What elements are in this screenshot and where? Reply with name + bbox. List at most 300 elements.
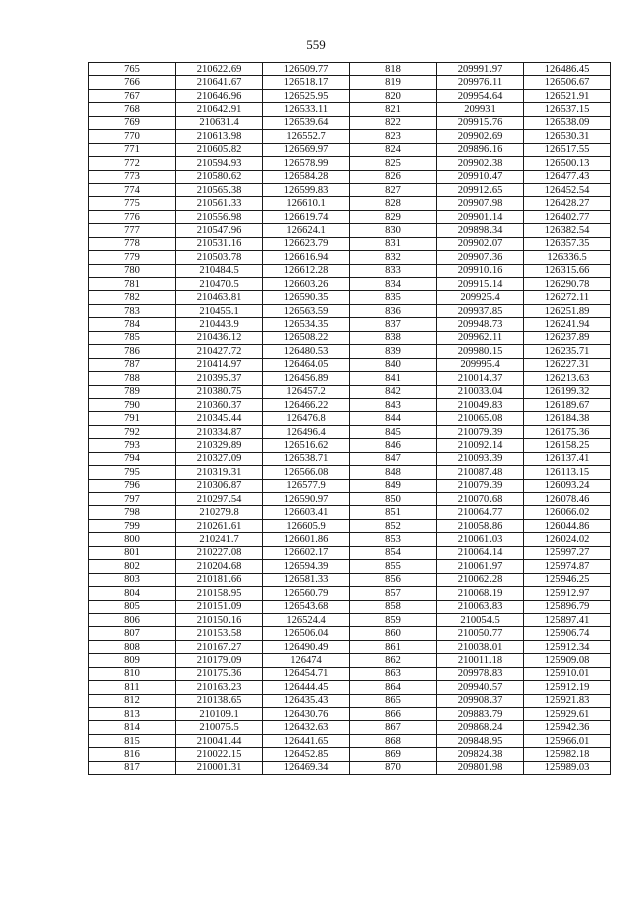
y-coordinate-right-cell: 126530.31: [524, 130, 611, 143]
x-coordinate-right-cell: 209801.98: [437, 761, 524, 774]
table-row: [89, 721, 611, 734]
y-coordinate-left-cell: 126441.65: [263, 734, 350, 747]
y-coordinate-right-cell: 126290.78: [524, 278, 611, 291]
x-coordinate-left-cell: 210297.54: [176, 493, 263, 506]
y-coordinate-right-cell: 126537.15: [524, 103, 611, 116]
point-number-right-cell: 859: [350, 613, 437, 626]
x-coordinate-right-cell: 210063.83: [437, 600, 524, 613]
y-coordinate-left-cell: 126525.95: [263, 89, 350, 102]
y-coordinate-left-cell: 126590.97: [263, 493, 350, 506]
x-coordinate-left-cell: 210547.96: [176, 224, 263, 237]
y-coordinate-left-cell: 126566.08: [263, 466, 350, 479]
point-number-left-cell: 788: [89, 372, 176, 385]
y-coordinate-right-cell: 126315.66: [524, 264, 611, 277]
point-number-left-cell: 783: [89, 304, 176, 317]
x-coordinate-left-cell: 210151.09: [176, 600, 263, 613]
x-coordinate-right-cell: 209995.4: [437, 358, 524, 371]
y-coordinate-left-cell: 126605.9: [263, 519, 350, 532]
point-number-right-cell: 825: [350, 157, 437, 170]
x-coordinate-left-cell: 210631.4: [176, 116, 263, 129]
point-number-left-cell: 791: [89, 412, 176, 425]
y-coordinate-left-cell: 126456.89: [263, 372, 350, 385]
y-coordinate-right-cell: 126227.31: [524, 358, 611, 371]
x-coordinate-left-cell: 210138.65: [176, 694, 263, 707]
y-coordinate-left-cell: 126474: [263, 654, 350, 667]
table-row: [89, 63, 611, 76]
point-number-right-cell: 832: [350, 251, 437, 264]
x-coordinate-left-cell: 210642.91: [176, 103, 263, 116]
x-coordinate-left-cell: 210261.61: [176, 519, 263, 532]
table-row: [89, 278, 611, 291]
y-coordinate-left-cell: 126506.04: [263, 627, 350, 640]
point-number-left-cell: 790: [89, 398, 176, 411]
x-coordinate-left-cell: 210605.82: [176, 143, 263, 156]
y-coordinate-left-cell: 126543.68: [263, 600, 350, 613]
point-number-right-cell: 869: [350, 748, 437, 761]
y-coordinate-left-cell: 126560.79: [263, 587, 350, 600]
point-number-right-cell: 858: [350, 600, 437, 613]
point-number-left-cell: 769: [89, 116, 176, 129]
x-coordinate-left-cell: 210329.89: [176, 439, 263, 452]
point-number-left-cell: 787: [89, 358, 176, 371]
y-coordinate-left-cell: 126624.1: [263, 224, 350, 237]
table-row: [89, 613, 611, 626]
x-coordinate-right-cell: 209883.79: [437, 708, 524, 721]
point-number-left-cell: 779: [89, 251, 176, 264]
x-coordinate-right-cell: 209915.14: [437, 278, 524, 291]
table-row: [89, 210, 611, 223]
point-number-right-cell: 848: [350, 466, 437, 479]
y-coordinate-left-cell: 126457.2: [263, 385, 350, 398]
point-number-left-cell: 809: [89, 654, 176, 667]
table-row: [89, 197, 611, 210]
y-coordinate-left-cell: 126516.62: [263, 439, 350, 452]
table-row: [89, 439, 611, 452]
y-coordinate-right-cell: 126241.94: [524, 318, 611, 331]
x-coordinate-left-cell: 210565.38: [176, 183, 263, 196]
point-number-left-cell: 772: [89, 157, 176, 170]
table-row: [89, 304, 611, 317]
x-coordinate-left-cell: 210150.16: [176, 613, 263, 626]
point-number-left-cell: 780: [89, 264, 176, 277]
point-number-left-cell: 796: [89, 479, 176, 492]
table-row: [89, 493, 611, 506]
point-number-right-cell: 820: [350, 89, 437, 102]
point-number-right-cell: 822: [350, 116, 437, 129]
x-coordinate-right-cell: 210070.68: [437, 493, 524, 506]
point-number-right-cell: 837: [350, 318, 437, 331]
x-coordinate-left-cell: 210241.7: [176, 533, 263, 546]
x-coordinate-left-cell: 210306.87: [176, 479, 263, 492]
x-coordinate-left-cell: 210531.16: [176, 237, 263, 250]
x-coordinate-left-cell: 210319.31: [176, 466, 263, 479]
point-number-right-cell: 839: [350, 345, 437, 358]
y-coordinate-right-cell: 126189.67: [524, 398, 611, 411]
y-coordinate-right-cell: 125929.61: [524, 708, 611, 721]
y-coordinate-right-cell: 125974.87: [524, 560, 611, 573]
y-coordinate-right-cell: 126093.24: [524, 479, 611, 492]
y-coordinate-right-cell: 126477.43: [524, 170, 611, 183]
x-coordinate-left-cell: 210561.33: [176, 197, 263, 210]
point-number-left-cell: 765: [89, 63, 176, 76]
coordinates-table: [88, 62, 611, 775]
x-coordinate-left-cell: 210163.23: [176, 681, 263, 694]
y-coordinate-left-cell: 126444.45: [263, 681, 350, 694]
x-coordinate-right-cell: 210064.77: [437, 506, 524, 519]
point-number-right-cell: 836: [350, 304, 437, 317]
point-number-right-cell: 824: [350, 143, 437, 156]
x-coordinate-right-cell: 210049.83: [437, 398, 524, 411]
y-coordinate-left-cell: 126578.99: [263, 157, 350, 170]
x-coordinate-left-cell: 210109.1: [176, 708, 263, 721]
x-coordinate-left-cell: 210041.44: [176, 734, 263, 747]
point-number-left-cell: 792: [89, 425, 176, 438]
y-coordinate-left-cell: 126469.34: [263, 761, 350, 774]
coordinates-table-body: [89, 63, 611, 775]
point-number-right-cell: 860: [350, 627, 437, 640]
table-row: [89, 506, 611, 519]
x-coordinate-right-cell: 210079.39: [437, 479, 524, 492]
y-coordinate-right-cell: 126506.67: [524, 76, 611, 89]
y-coordinate-right-cell: 126452.54: [524, 183, 611, 196]
x-coordinate-right-cell: 210068.19: [437, 587, 524, 600]
x-coordinate-right-cell: 209991.97: [437, 63, 524, 76]
y-coordinate-right-cell: 126213.63: [524, 372, 611, 385]
x-coordinate-left-cell: 210641.67: [176, 76, 263, 89]
table-row: [89, 224, 611, 237]
x-coordinate-left-cell: 210360.37: [176, 398, 263, 411]
point-number-right-cell: 833: [350, 264, 437, 277]
y-coordinate-right-cell: 126521.91: [524, 89, 611, 102]
table-row: [89, 372, 611, 385]
point-number-right-cell: 828: [350, 197, 437, 210]
x-coordinate-left-cell: 210427.72: [176, 345, 263, 358]
y-coordinate-left-cell: 126601.86: [263, 533, 350, 546]
y-coordinate-right-cell: 126113.15: [524, 466, 611, 479]
table-row: [89, 318, 611, 331]
point-number-left-cell: 766: [89, 76, 176, 89]
x-coordinate-left-cell: 210175.36: [176, 667, 263, 680]
x-coordinate-left-cell: 210503.78: [176, 251, 263, 264]
x-coordinate-right-cell: 210054.5: [437, 613, 524, 626]
point-number-right-cell: 849: [350, 479, 437, 492]
y-coordinate-left-cell: 126538.71: [263, 452, 350, 465]
point-number-right-cell: 844: [350, 412, 437, 425]
x-coordinate-left-cell: 210158.95: [176, 587, 263, 600]
table-row: [89, 681, 611, 694]
x-coordinate-left-cell: 210622.69: [176, 63, 263, 76]
y-coordinate-left-cell: 126602.17: [263, 546, 350, 559]
point-number-left-cell: 774: [89, 183, 176, 196]
point-number-left-cell: 804: [89, 587, 176, 600]
x-coordinate-left-cell: 210470.5: [176, 278, 263, 291]
y-coordinate-left-cell: 126480.53: [263, 345, 350, 358]
y-coordinate-right-cell: 125946.25: [524, 573, 611, 586]
y-coordinate-left-cell: 126508.22: [263, 331, 350, 344]
point-number-right-cell: 866: [350, 708, 437, 721]
x-coordinate-right-cell: 209868.24: [437, 721, 524, 734]
y-coordinate-left-cell: 126563.59: [263, 304, 350, 317]
x-coordinate-left-cell: 210580.62: [176, 170, 263, 183]
y-coordinate-right-cell: 126024.02: [524, 533, 611, 546]
x-coordinate-right-cell: 209976.11: [437, 76, 524, 89]
x-coordinate-right-cell: 209915.76: [437, 116, 524, 129]
y-coordinate-right-cell: 125997.27: [524, 546, 611, 559]
y-coordinate-left-cell: 126454.71: [263, 667, 350, 680]
point-number-left-cell: 794: [89, 452, 176, 465]
x-coordinate-right-cell: 210061.97: [437, 560, 524, 573]
point-number-left-cell: 786: [89, 345, 176, 358]
point-number-right-cell: 845: [350, 425, 437, 438]
x-coordinate-right-cell: 210093.39: [437, 452, 524, 465]
table-row: [89, 654, 611, 667]
point-number-right-cell: 865: [350, 694, 437, 707]
point-number-left-cell: 800: [89, 533, 176, 546]
point-number-left-cell: 805: [89, 600, 176, 613]
y-coordinate-left-cell: 126577.9: [263, 479, 350, 492]
table-row: [89, 358, 611, 371]
point-number-left-cell: 802: [89, 560, 176, 573]
table-row: [89, 600, 611, 613]
x-coordinate-left-cell: 210414.97: [176, 358, 263, 371]
y-coordinate-right-cell: 126078.46: [524, 493, 611, 506]
point-number-left-cell: 817: [89, 761, 176, 774]
point-number-right-cell: 864: [350, 681, 437, 694]
table-row: [89, 533, 611, 546]
point-number-right-cell: 834: [350, 278, 437, 291]
table-row: [89, 76, 611, 89]
x-coordinate-left-cell: 210613.98: [176, 130, 263, 143]
y-coordinate-right-cell: 125989.03: [524, 761, 611, 774]
y-coordinate-left-cell: 126594.39: [263, 560, 350, 573]
y-coordinate-right-cell: 126428.27: [524, 197, 611, 210]
table-row: [89, 573, 611, 586]
table-row: [89, 103, 611, 116]
y-coordinate-left-cell: 126590.35: [263, 291, 350, 304]
x-coordinate-right-cell: 210061.03: [437, 533, 524, 546]
point-number-left-cell: 793: [89, 439, 176, 452]
y-coordinate-right-cell: 126137.41: [524, 452, 611, 465]
x-coordinate-right-cell: 209902.07: [437, 237, 524, 250]
y-coordinate-right-cell: 125912.34: [524, 640, 611, 653]
point-number-left-cell: 784: [89, 318, 176, 331]
y-coordinate-left-cell: 126612.28: [263, 264, 350, 277]
x-coordinate-left-cell: 210001.31: [176, 761, 263, 774]
x-coordinate-right-cell: 210087.48: [437, 466, 524, 479]
x-coordinate-left-cell: 210167.27: [176, 640, 263, 653]
point-number-left-cell: 813: [89, 708, 176, 721]
y-coordinate-right-cell: 126175.36: [524, 425, 611, 438]
y-coordinate-left-cell: 126452.85: [263, 748, 350, 761]
point-number-right-cell: 831: [350, 237, 437, 250]
y-coordinate-left-cell: 126496.4: [263, 425, 350, 438]
table-row: [89, 264, 611, 277]
x-coordinate-right-cell: 209937.85: [437, 304, 524, 317]
y-coordinate-left-cell: 126476.8: [263, 412, 350, 425]
point-number-left-cell: 771: [89, 143, 176, 156]
point-number-left-cell: 773: [89, 170, 176, 183]
point-number-left-cell: 811: [89, 681, 176, 694]
x-coordinate-right-cell: 209931: [437, 103, 524, 116]
point-number-right-cell: 838: [350, 331, 437, 344]
point-number-left-cell: 815: [89, 734, 176, 747]
y-coordinate-right-cell: 126237.89: [524, 331, 611, 344]
x-coordinate-left-cell: 210279.8: [176, 506, 263, 519]
x-coordinate-left-cell: 210443.9: [176, 318, 263, 331]
point-number-left-cell: 801: [89, 546, 176, 559]
x-coordinate-right-cell: 210065.08: [437, 412, 524, 425]
table-row: [89, 237, 611, 250]
y-coordinate-right-cell: 125912.19: [524, 681, 611, 694]
table-row: [89, 385, 611, 398]
y-coordinate-left-cell: 126464.05: [263, 358, 350, 371]
y-coordinate-right-cell: 126044.86: [524, 519, 611, 532]
point-number-left-cell: 776: [89, 210, 176, 223]
point-number-right-cell: 868: [350, 734, 437, 747]
table-row: [89, 425, 611, 438]
point-number-left-cell: 768: [89, 103, 176, 116]
table-row: [89, 89, 611, 102]
y-coordinate-right-cell: 126538.09: [524, 116, 611, 129]
y-coordinate-left-cell: 126616.94: [263, 251, 350, 264]
point-number-right-cell: 829: [350, 210, 437, 223]
table-row: [89, 694, 611, 707]
table-row: [89, 251, 611, 264]
point-number-right-cell: 827: [350, 183, 437, 196]
table-row: [89, 640, 611, 653]
x-coordinate-right-cell: 209910.47: [437, 170, 524, 183]
y-coordinate-left-cell: 126539.64: [263, 116, 350, 129]
point-number-left-cell: 789: [89, 385, 176, 398]
x-coordinate-right-cell: 209824.38: [437, 748, 524, 761]
x-coordinate-left-cell: 210227.08: [176, 546, 263, 559]
point-number-right-cell: 851: [350, 506, 437, 519]
table-row: [89, 748, 611, 761]
y-coordinate-left-cell: 126603.41: [263, 506, 350, 519]
x-coordinate-right-cell: 209902.38: [437, 157, 524, 170]
x-coordinate-right-cell: 209901.14: [437, 210, 524, 223]
x-coordinate-left-cell: 210380.75: [176, 385, 263, 398]
x-coordinate-right-cell: 210079.39: [437, 425, 524, 438]
table-row: [89, 116, 611, 129]
point-number-right-cell: 850: [350, 493, 437, 506]
point-number-right-cell: 861: [350, 640, 437, 653]
point-number-right-cell: 830: [350, 224, 437, 237]
table-row: [89, 291, 611, 304]
x-coordinate-left-cell: 210334.87: [176, 425, 263, 438]
point-number-left-cell: 798: [89, 506, 176, 519]
point-number-left-cell: 814: [89, 721, 176, 734]
x-coordinate-left-cell: 210075.5: [176, 721, 263, 734]
x-coordinate-right-cell: 209908.37: [437, 694, 524, 707]
point-number-right-cell: 841: [350, 372, 437, 385]
y-coordinate-right-cell: 126402.77: [524, 210, 611, 223]
x-coordinate-right-cell: 210050.77: [437, 627, 524, 640]
x-coordinate-right-cell: 210058.86: [437, 519, 524, 532]
point-number-right-cell: 818: [350, 63, 437, 76]
point-number-right-cell: 863: [350, 667, 437, 680]
y-coordinate-left-cell: 126603.26: [263, 278, 350, 291]
point-number-right-cell: 852: [350, 519, 437, 532]
x-coordinate-right-cell: 210014.37: [437, 372, 524, 385]
y-coordinate-right-cell: 126066.02: [524, 506, 611, 519]
y-coordinate-left-cell: 126552.7: [263, 130, 350, 143]
x-coordinate-right-cell: 209907.36: [437, 251, 524, 264]
x-coordinate-right-cell: 209896.16: [437, 143, 524, 156]
y-coordinate-left-cell: 126466.22: [263, 398, 350, 411]
point-number-right-cell: 819: [350, 76, 437, 89]
point-number-left-cell: 816: [89, 748, 176, 761]
x-coordinate-right-cell: 209925.4: [437, 291, 524, 304]
table-row: [89, 560, 611, 573]
point-number-right-cell: 846: [350, 439, 437, 452]
y-coordinate-right-cell: 125921.83: [524, 694, 611, 707]
y-coordinate-left-cell: 126518.17: [263, 76, 350, 89]
point-number-right-cell: 862: [350, 654, 437, 667]
point-number-right-cell: 856: [350, 573, 437, 586]
x-coordinate-left-cell: 210204.68: [176, 560, 263, 573]
y-coordinate-right-cell: 126158.25: [524, 439, 611, 452]
point-number-left-cell: 806: [89, 613, 176, 626]
y-coordinate-right-cell: 125982.18: [524, 748, 611, 761]
point-number-left-cell: 807: [89, 627, 176, 640]
point-number-right-cell: 857: [350, 587, 437, 600]
x-coordinate-right-cell: 209910.16: [437, 264, 524, 277]
table-row: [89, 331, 611, 344]
y-coordinate-right-cell: 126357.35: [524, 237, 611, 250]
x-coordinate-right-cell: 209902.69: [437, 130, 524, 143]
y-coordinate-right-cell: 126184.38: [524, 412, 611, 425]
table-row: [89, 452, 611, 465]
x-coordinate-left-cell: 210179.09: [176, 654, 263, 667]
point-number-left-cell: 775: [89, 197, 176, 210]
y-coordinate-right-cell: 126272.11: [524, 291, 611, 304]
x-coordinate-right-cell: 210038.01: [437, 640, 524, 653]
table-row: [89, 667, 611, 680]
point-number-right-cell: 826: [350, 170, 437, 183]
point-number-left-cell: 770: [89, 130, 176, 143]
point-number-right-cell: 823: [350, 130, 437, 143]
point-number-right-cell: 842: [350, 385, 437, 398]
x-coordinate-right-cell: 210011.18: [437, 654, 524, 667]
table-row: [89, 479, 611, 492]
point-number-right-cell: 847: [350, 452, 437, 465]
table-row: [89, 708, 611, 721]
point-number-right-cell: 867: [350, 721, 437, 734]
table-row: [89, 143, 611, 156]
x-coordinate-right-cell: 209898.34: [437, 224, 524, 237]
y-coordinate-left-cell: 126533.11: [263, 103, 350, 116]
table-row: [89, 157, 611, 170]
point-number-left-cell: 795: [89, 466, 176, 479]
x-coordinate-right-cell: 209978.83: [437, 667, 524, 680]
x-coordinate-right-cell: 209848.95: [437, 734, 524, 747]
table-row: [89, 627, 611, 640]
x-coordinate-left-cell: 210022.15: [176, 748, 263, 761]
table-row: [89, 345, 611, 358]
x-coordinate-right-cell: 209948.73: [437, 318, 524, 331]
y-coordinate-right-cell: 126382.54: [524, 224, 611, 237]
x-coordinate-right-cell: 210064.14: [437, 546, 524, 559]
table-row: [89, 734, 611, 747]
y-coordinate-left-cell: 126619.74: [263, 210, 350, 223]
y-coordinate-left-cell: 126509.77: [263, 63, 350, 76]
point-number-right-cell: 821: [350, 103, 437, 116]
x-coordinate-left-cell: 210153.58: [176, 627, 263, 640]
y-coordinate-right-cell: 125897.41: [524, 613, 611, 626]
point-number-left-cell: 812: [89, 694, 176, 707]
point-number-left-cell: 797: [89, 493, 176, 506]
